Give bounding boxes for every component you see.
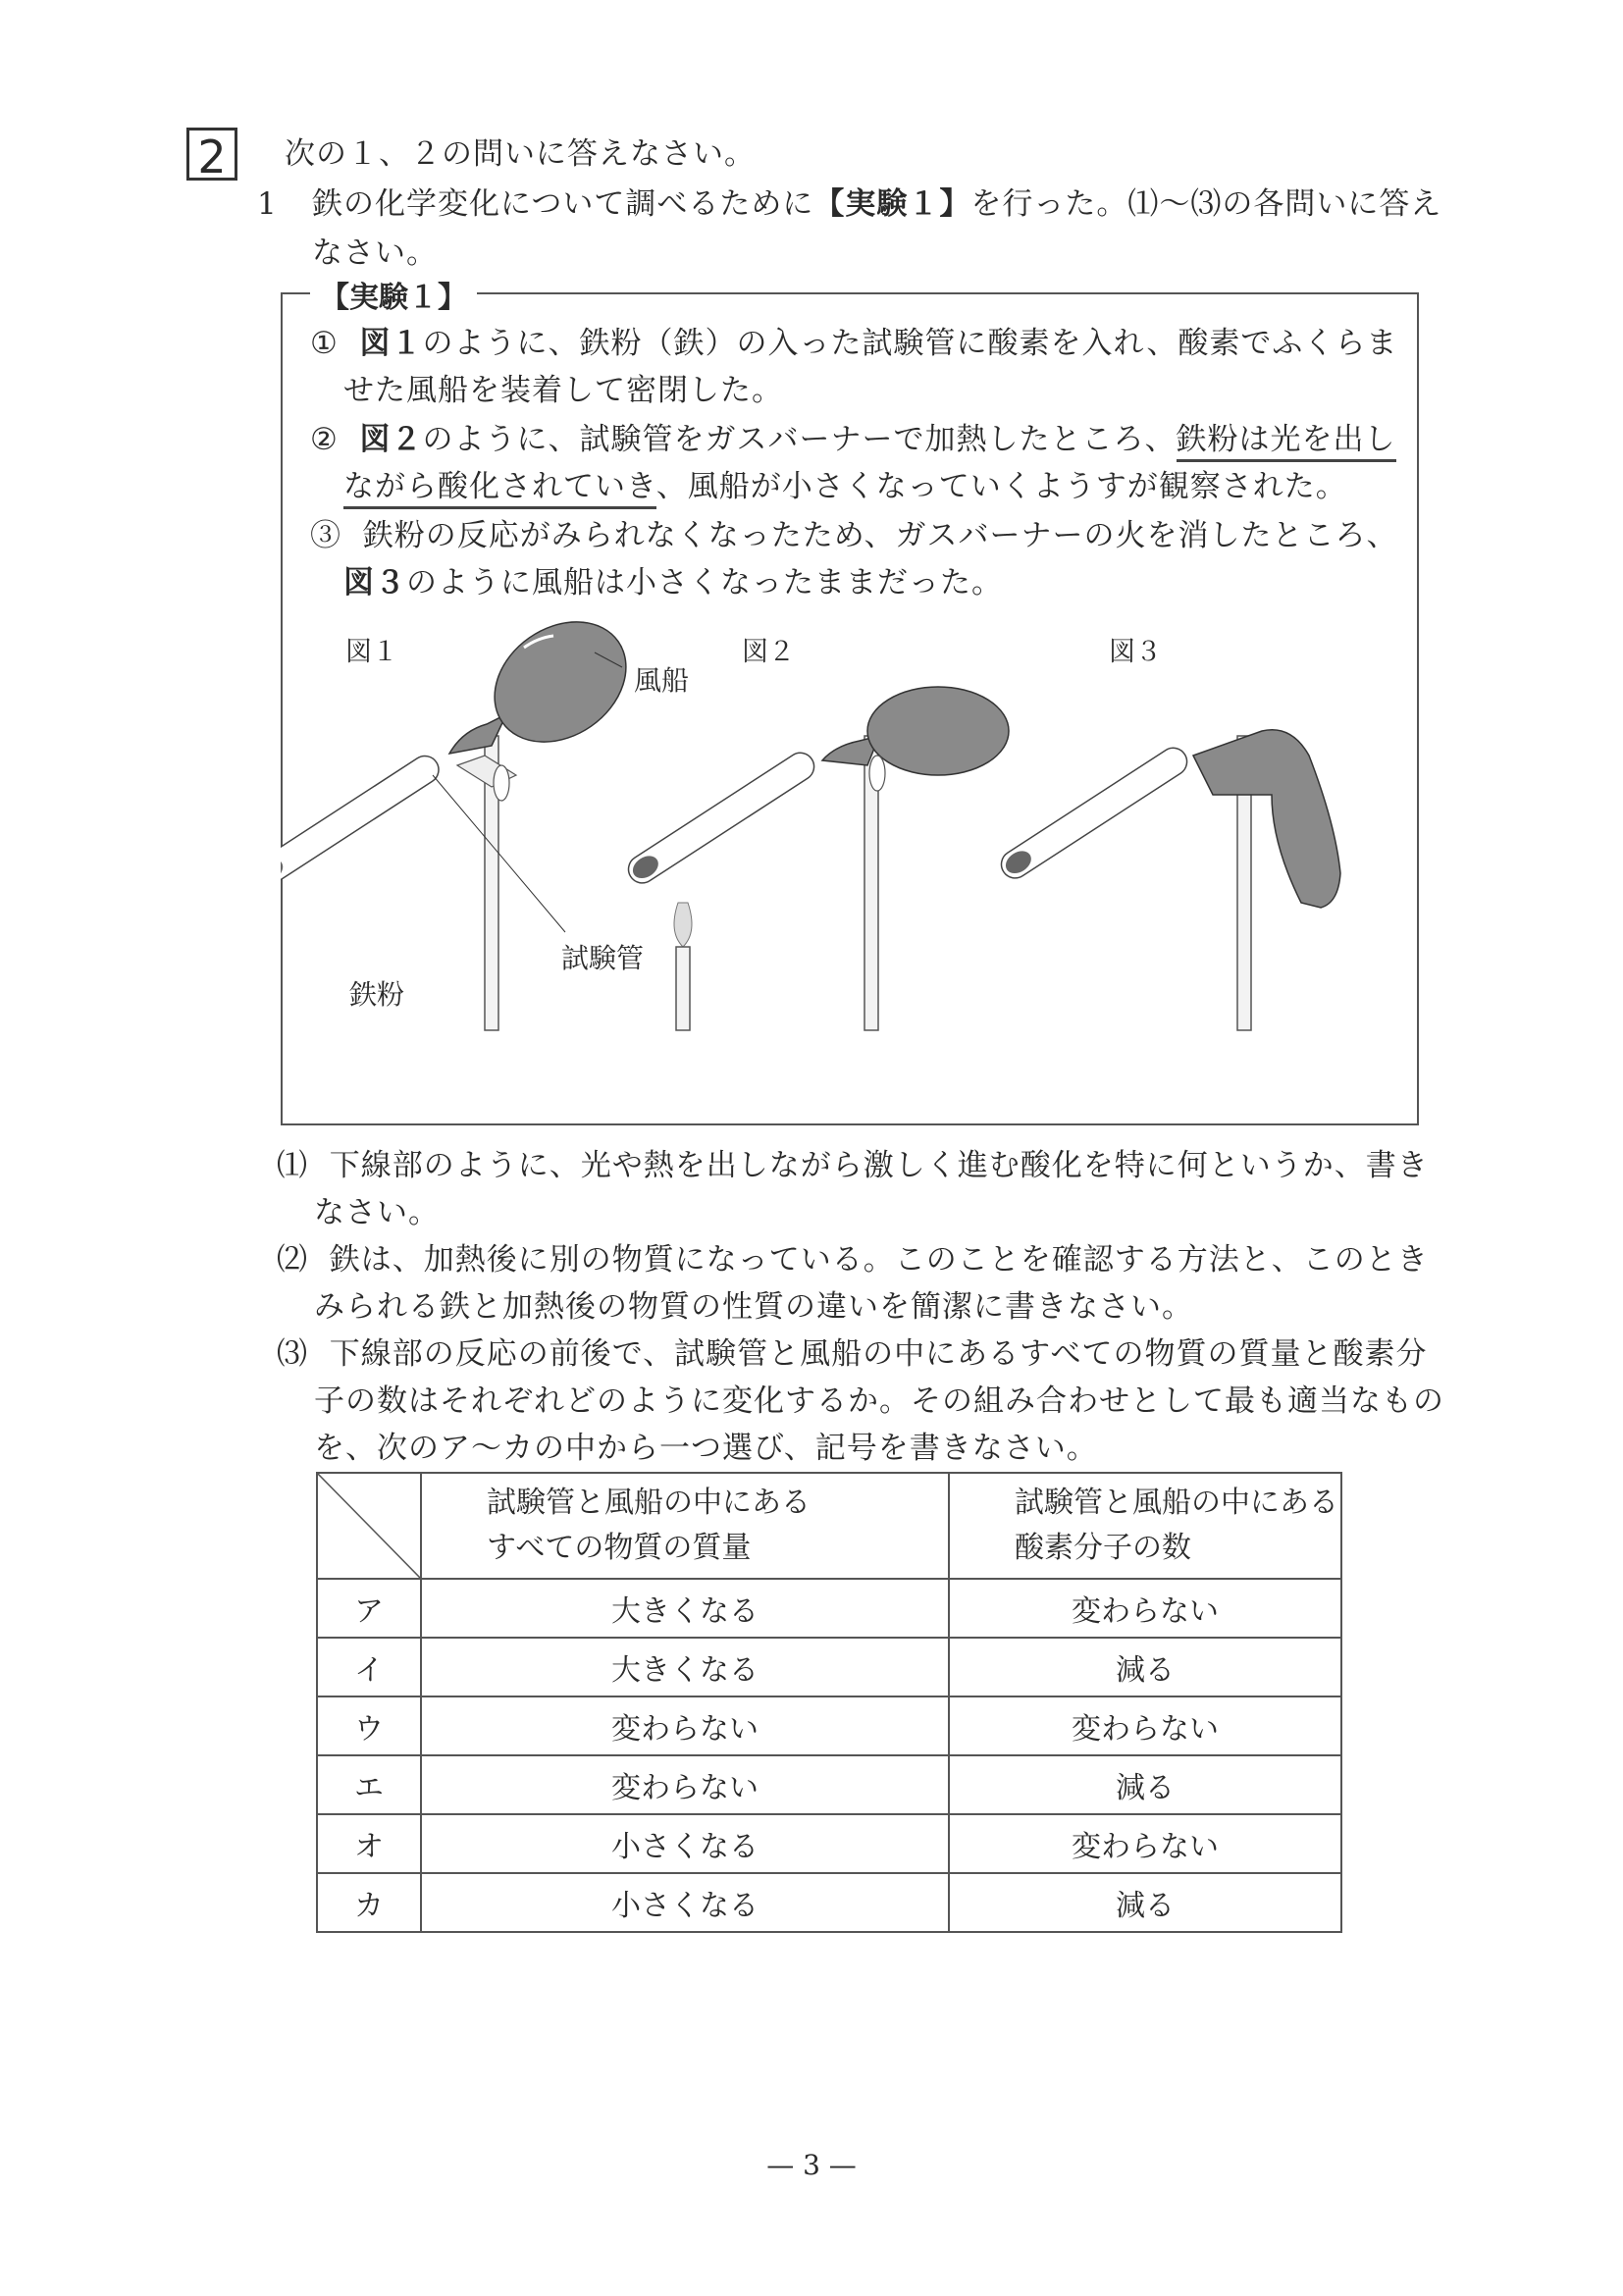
step-1-mark: ① [310,326,339,361]
test-tube-3 [996,743,1192,883]
subquestion-3-cont2: を、次のア〜カの中から一つ選び、記号を書きなさい。 [314,1431,1098,1466]
subquestion-1 [277,1146,1429,1185]
choice-mass: 変わらない [421,1755,949,1814]
table-row [317,1814,1341,1873]
step-2-text-b: 、風船が小さくなっていくようすが観察された。 [655,469,1347,504]
balloon-3 [1193,730,1340,908]
header-mass-line1: 試験管と風船の中にある [487,1486,811,1520]
diagonal-line [318,1474,420,1578]
choice-oxygen: 変わらない [949,1814,1341,1873]
figure-3-label: 図３ [1109,637,1162,667]
experiment-title: 【実験１】 [310,273,477,316]
subquestion-3-num: ⑶ [277,1336,308,1372]
header-oxygen-line2: 酸素分子の数 [1015,1531,1191,1565]
choice-oxygen: 変わらない [949,1696,1341,1755]
subquestion-1-cont: なさい。 [314,1195,440,1230]
header-mass [421,1473,949,1579]
subquestion-2-num: ⑵ [277,1242,308,1278]
subquestion-2 [277,1240,1429,1279]
subquestion-2-cont: みられる鉄と加熱後の物質の性質の違いを簡潔に書きなさい。 [314,1289,1193,1325]
table-corner-cell [317,1473,421,1579]
step-3-text-b: のように風船は小さくなったままだった。 [406,565,1003,600]
question-intro: 次の１、２の問いに答えなさい。 [285,136,756,172]
experiment-figures [281,608,1419,1060]
figure-3-illustration [996,730,1340,1030]
table-header-row [317,1473,1341,1579]
part1-number: 1 [257,186,278,222]
header-oxygen [949,1473,1341,1579]
choice-mass: 大きくなる [421,1579,949,1638]
step-3-text: 鉄粉の反応がみられなくなったため、ガスバーナーの火を消したところ、 [362,518,1398,553]
figure-1-label: 図１ [345,637,398,667]
choice-label: オ [317,1814,421,1873]
step-1-text: のように、鉄粉（鉄）の入った試験管に酸素を入れ、酸素でふくらま [422,326,1398,361]
subquestion-2-text: 鉄は、加熱後に別の物質になっている。このことを確認する方法と、このとき [329,1242,1429,1278]
balloon-2 [867,687,1009,775]
choice-mass: 小さくなる [421,1873,949,1932]
choice-mass: 小さくなる [421,1814,949,1873]
table-row [317,1696,1341,1755]
choice-label: ウ [317,1696,421,1755]
balloon-1 [445,608,650,766]
step-1-cont: せた風船を装着して密閉した。 [343,373,783,408]
choices-table [316,1472,1342,1933]
subquestion-3-cont: 子の数はそれぞれどのように変化するか。その組み合わせとして最も適当なもの [314,1383,1444,1419]
page-number: — 3 — [766,2149,857,2181]
test-tube-1 [281,751,444,891]
part1-text-c: を行った。⑴〜⑶の各問いに答え [970,186,1442,222]
subquestion-3 [277,1334,1427,1374]
subquestion-3-text: 下線部の反応の前後で、試験管と風船の中にあるすべての物質の質量と酸素分 [329,1336,1428,1372]
choice-label: エ [317,1755,421,1814]
header-oxygen-line1: 試験管と風船の中にある [1015,1486,1338,1520]
choice-mass: 変わらない [421,1696,949,1755]
choice-oxygen: 減る [949,1638,1341,1696]
step-2-cont [343,467,1347,506]
experiment-ref: 【実験１】 [813,186,971,222]
choice-oxygen: 減る [949,1755,1341,1814]
figure-2-label: 図２ [742,637,795,667]
gas-burner [676,947,690,1030]
step-2-fig-ref: 図２ [359,422,423,457]
choice-mass: 大きくなる [421,1638,949,1696]
table-row [317,1638,1341,1696]
header-mass-line2: すべての物質の質量 [487,1531,752,1565]
figure-1-illustration [281,608,650,1030]
callout-test-tube: 試験管 [561,942,645,974]
callout-balloon: 風船 [634,664,690,697]
step-3-fig-ref: 図３ [343,565,406,600]
step-2-underlined-b: ながら酸化されていき [343,469,656,509]
step-1-fig-ref: 図１ [359,326,423,361]
step-1 [310,324,1397,363]
burner-flame [674,903,692,947]
step-3 [310,516,1397,555]
choice-oxygen: 減る [949,1873,1341,1932]
part1-instruction-cont: なさい。 [312,235,438,271]
choice-label: イ [317,1638,421,1696]
test-tube-2 [623,748,819,888]
choice-label: ア [317,1579,421,1638]
figure-2-illustration [623,687,1009,1030]
step-2-underlined-a: 鉄粉は光を出し [1177,422,1396,462]
subquestion-1-text: 下線部のように、光や熱を出しながら激しく進む酸化を特に何というか、書き [329,1148,1429,1183]
step-2-text: のように、試験管をガスバーナーで加熱したところ、 [422,422,1177,457]
table-row [317,1755,1341,1814]
choice-label: カ [317,1873,421,1932]
step-3-mark: ③ [310,518,341,553]
table-row [317,1579,1341,1638]
step-3-cont [343,563,1003,602]
subquestion-1-num: ⑴ [277,1148,308,1183]
step-2-mark: ② [310,422,339,457]
choice-oxygen: 変わらない [949,1579,1341,1638]
table-row [317,1873,1341,1932]
part1-instruction [312,184,1441,224]
part1-text-a: 鉄の化学変化について調べるために [312,186,814,222]
step-2 [310,420,1396,459]
question-number-box: 2 [186,128,237,181]
callout-iron-powder: 鉄粉 [349,978,405,1011]
